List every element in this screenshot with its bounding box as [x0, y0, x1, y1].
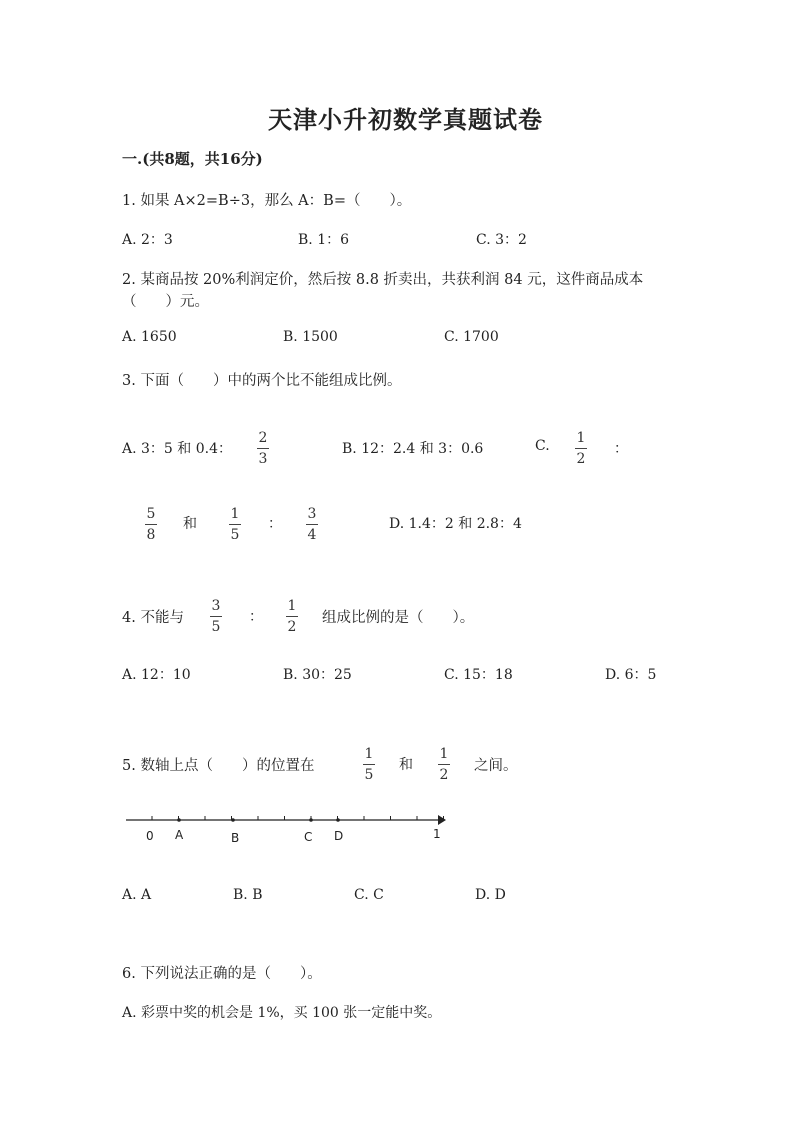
axis-label-c: C [304, 830, 313, 844]
point-b-dot [231, 818, 235, 822]
question-5-option-b: B. B [233, 887, 263, 903]
fraction-numerator: 1 [439, 746, 449, 762]
fraction-numerator: 5 [146, 506, 156, 522]
fraction-numerator: 3 [307, 506, 317, 522]
conjunction-and: 和 [399, 757, 413, 773]
fraction-bar [145, 524, 157, 525]
question-1-option-a: A. 2：3 [122, 232, 173, 248]
question-5-option-d: D. D [475, 887, 506, 903]
point-c-dot [309, 818, 313, 822]
fraction-denominator: 5 [364, 767, 374, 783]
ratio-colon: ： [268, 516, 282, 532]
fraction-denominator: 8 [146, 527, 156, 543]
question-4-fraction-1 [210, 598, 222, 635]
fraction-bar [229, 524, 241, 525]
fraction-denominator: 5 [230, 527, 240, 543]
question-2-option-b: B. 1500 [283, 329, 338, 345]
question-3-option-b: B. 12：2.4 和 3：0.6 [342, 441, 484, 457]
question-3-option-a-text: A. 3：5 和 0.4： [122, 441, 232, 457]
fraction-denominator: 2 [576, 451, 586, 467]
fraction-numerator: 3 [211, 598, 221, 614]
question-2-stem-line-1: 2. 某商品按 20%利润定价，然后按 8.8 折卖出，共获利润 84 元，这件商品成本 [122, 272, 644, 288]
fraction-bar [257, 448, 269, 449]
question-4-option-d: D. 6：5 [605, 667, 657, 683]
fraction-denominator: 3 [258, 451, 268, 467]
question-3-option-c-fraction-4 [306, 506, 318, 543]
question-5-fraction-2 [438, 746, 450, 783]
fraction-denominator: 5 [211, 619, 221, 635]
question-4-stem-suffix: 组成比例的是（ ）。 [322, 610, 475, 626]
question-3-option-c-label: C. [535, 438, 550, 454]
question-2-option-a: A. 1650 [122, 329, 177, 345]
question-4-option-c: C. 15：18 [444, 667, 513, 683]
fraction-numerator: 1 [364, 746, 374, 762]
axis-label-b: B [231, 831, 240, 845]
question-6-stem: 6. 下列说法正确的是（ ）。 [122, 966, 322, 982]
point-a-dot [177, 818, 181, 822]
fraction-denominator: 2 [287, 619, 297, 635]
axis-label-one: 1 [433, 827, 441, 841]
number-line [120, 806, 460, 852]
fraction-denominator: 4 [307, 527, 317, 543]
question-5-stem-prefix: 5. 数轴上点（ ）的位置在 [122, 758, 315, 774]
question-2-option-c: C. 1700 [444, 329, 499, 345]
fraction-bar [575, 448, 587, 449]
question-4-fraction-2 [286, 598, 298, 635]
question-1-option-b: B. 1：6 [298, 232, 350, 248]
fraction-denominator: 2 [439, 767, 449, 783]
conjunction-and: 和 [183, 516, 197, 532]
question-5-option-a: A. A [122, 887, 152, 903]
question-3-option-c-fraction-3 [229, 506, 241, 543]
fraction-numerator: 1 [287, 598, 297, 614]
fraction-bar [306, 524, 318, 525]
point-d-dot [336, 818, 340, 822]
question-3-stem: 3. 下面（ ）中的两个比不能组成比例。 [122, 373, 402, 389]
question-3-option-a-fraction [257, 430, 269, 467]
ratio-colon: ： [249, 609, 263, 625]
question-4-stem-prefix: 4. 不能与 [122, 610, 184, 626]
question-1-stem: 1. 如果 A×2=B÷3，那么 A：B=（ ）。 [122, 193, 412, 209]
question-6-option-a: A. 彩票中奖的机会是 1%，买 100 张一定能中奖。 [122, 1005, 442, 1021]
question-4-option-a: A. 12：10 [122, 667, 191, 683]
fraction-bar [438, 764, 450, 765]
fraction-bar [286, 616, 298, 617]
question-3-option-c-fraction-2 [145, 506, 157, 543]
question-5-stem-suffix: 之间。 [474, 758, 518, 774]
fraction-numerator: 1 [576, 430, 586, 446]
fraction-numerator: 2 [258, 430, 268, 446]
question-4-option-b: B. 30：25 [283, 667, 352, 683]
question-3-option-d: D. 1.4：2 和 2.8：4 [389, 516, 522, 532]
fraction-bar [363, 764, 375, 765]
axis-label-a: A [175, 828, 184, 842]
fraction-bar [210, 616, 222, 617]
axis-label-d: D [334, 829, 344, 843]
arrow-head-icon [438, 815, 446, 825]
ratio-colon: ： [614, 441, 628, 457]
axis-label-zero: 0 [146, 829, 154, 843]
question-3-option-c-fraction-1 [575, 430, 587, 467]
question-5-option-c: C. C [354, 887, 384, 903]
fraction-numerator: 1 [230, 506, 240, 522]
question-1-option-c: C. 3：2 [476, 232, 527, 248]
section-heading: 一.(共8题，共16分) [122, 150, 263, 168]
question-2-stem-line-2: （ ）元。 [122, 294, 209, 310]
question-5-fraction-1 [363, 746, 375, 783]
page-title: 天津小升初数学真题试卷 [268, 105, 543, 134]
